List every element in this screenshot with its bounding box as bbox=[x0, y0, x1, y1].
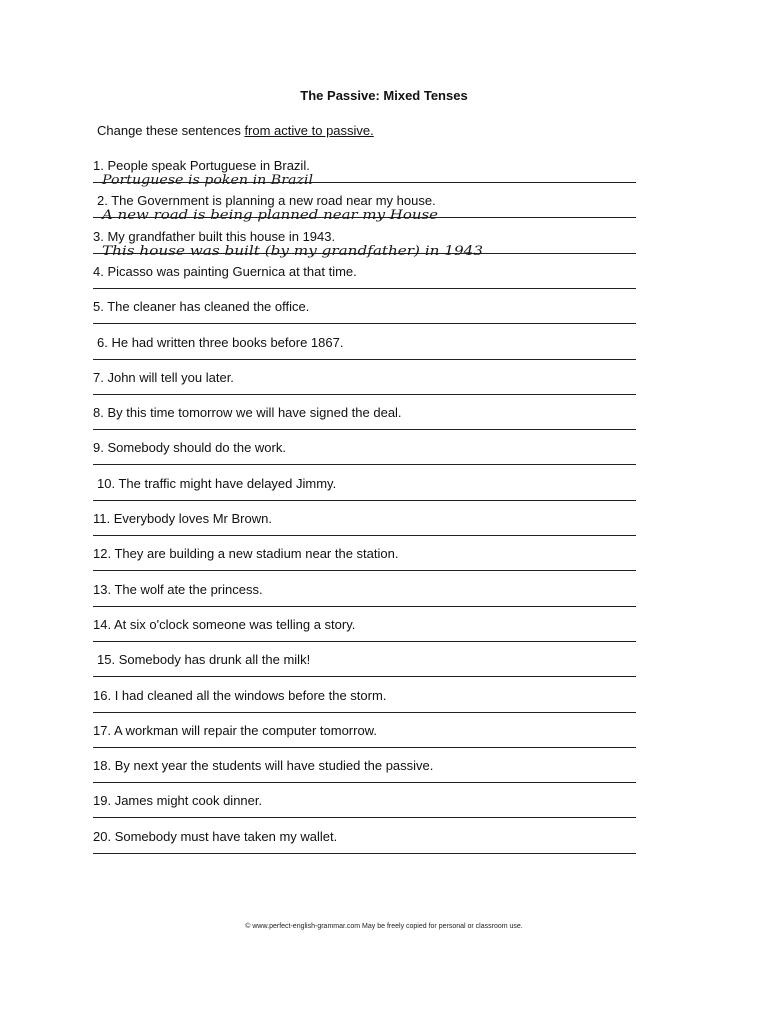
exercise-question bbox=[93, 582, 263, 597]
answer-line[interactable] bbox=[93, 394, 636, 395]
exercise-number: 3. bbox=[93, 228, 104, 244]
answer-line[interactable] bbox=[93, 500, 636, 501]
exercise-item bbox=[93, 723, 636, 758]
exercise-sentence: The wolf ate the princess. bbox=[114, 581, 263, 597]
handwritten-answer-text: This house was built (by my grandfather) in 1943 bbox=[102, 243, 483, 259]
exercise-number: 15. bbox=[97, 652, 116, 668]
exercise-number: 11. bbox=[93, 511, 111, 526]
exercise-sentence: Somebody must have taken my wallet. bbox=[114, 828, 338, 844]
exercise-item bbox=[93, 193, 636, 228]
exercise-number: 5. bbox=[93, 299, 104, 315]
answer-line[interactable] bbox=[93, 359, 636, 360]
exercise-question bbox=[93, 617, 355, 632]
exercise-question bbox=[93, 758, 433, 773]
exercise-sentence: Everybody loves Mr Brown. bbox=[113, 511, 272, 526]
exercise-item bbox=[93, 440, 636, 475]
exercise-number: 12. bbox=[93, 546, 112, 562]
exercise-item bbox=[93, 229, 636, 264]
exercise-question bbox=[93, 546, 398, 561]
exercise-question bbox=[97, 335, 343, 350]
exercise-item bbox=[93, 264, 636, 299]
exercise-number: 1. bbox=[93, 158, 104, 173]
exercise-number: 2. bbox=[97, 193, 108, 209]
answer-line[interactable] bbox=[93, 606, 636, 607]
exercise-number: 19. bbox=[93, 793, 112, 809]
answer-line[interactable] bbox=[93, 570, 636, 571]
exercise-sentence: James might cook dinner. bbox=[114, 793, 263, 809]
exercise-sentence: Picasso was painting Guernica at that time. bbox=[107, 263, 357, 279]
exercise-number: 20. bbox=[93, 828, 112, 844]
exercise-sentence: A workman will repair the computer tomorrow. bbox=[113, 722, 377, 738]
exercise-sentence: He had written three books before 1867. bbox=[111, 334, 344, 350]
exercise-item bbox=[93, 582, 636, 617]
handwritten-answer bbox=[102, 238, 487, 260]
exercise-question bbox=[93, 511, 272, 526]
exercise-number: 18. bbox=[93, 758, 112, 774]
exercise-question bbox=[93, 723, 377, 738]
exercise-number: 10. bbox=[97, 475, 116, 491]
exercise-number: 7. bbox=[93, 369, 104, 385]
exercise-sentence: People speak Portuguese in Brazil. bbox=[107, 158, 310, 173]
handwritten-answer-text: Portuguese is poken in Brazil bbox=[100, 173, 313, 188]
exercise-question bbox=[93, 688, 386, 703]
exercise-sentence: The Government is planning a new road near my house. bbox=[111, 193, 436, 209]
exercise-sentence: Somebody has drunk all the milk! bbox=[118, 652, 311, 668]
answer-line[interactable] bbox=[93, 535, 636, 536]
exercise-item bbox=[93, 405, 636, 440]
exercise-question bbox=[93, 440, 286, 455]
exercise-number: 17. bbox=[93, 722, 112, 738]
exercise-sentence: By next year the students will have studied the passive. bbox=[114, 758, 434, 774]
exercise-item bbox=[93, 511, 636, 546]
exercise-number: 16. bbox=[93, 687, 112, 703]
exercise-question bbox=[93, 370, 234, 385]
answer-line[interactable] bbox=[93, 747, 636, 748]
answer-line[interactable] bbox=[93, 288, 636, 289]
exercise-sentence: By this time tomorrow we will have signed the deal. bbox=[107, 405, 402, 421]
answer-line[interactable] bbox=[93, 641, 636, 642]
exercise-item bbox=[93, 335, 636, 370]
exercise-item bbox=[93, 652, 636, 687]
answer-line[interactable] bbox=[93, 429, 636, 430]
answer-line[interactable] bbox=[93, 712, 636, 713]
answer-line[interactable] bbox=[93, 853, 636, 854]
exercise-sentence: At six o'clock someone was telling a story. bbox=[113, 616, 356, 632]
exercise-number: 13. bbox=[93, 581, 112, 597]
exercise-item bbox=[93, 299, 636, 334]
exercise-item bbox=[93, 370, 636, 405]
exercise-number: 14. bbox=[93, 616, 112, 632]
exercise-item bbox=[93, 829, 636, 864]
exercise-question bbox=[93, 829, 337, 844]
exercise-number: 9. bbox=[93, 440, 104, 456]
instruction-underlined: from active to passive. bbox=[244, 123, 374, 138]
exercise-question bbox=[97, 476, 336, 491]
handwritten-answer-text: A new road is being planned near my House bbox=[100, 208, 439, 224]
instruction bbox=[97, 123, 374, 138]
exercise-item bbox=[93, 793, 636, 828]
exercise-question bbox=[93, 405, 402, 420]
exercise-sentence: John will tell you later. bbox=[107, 369, 234, 385]
exercise-item bbox=[93, 546, 636, 581]
answer-line[interactable] bbox=[93, 464, 636, 465]
exercise-sentence: The cleaner has cleaned the office. bbox=[107, 299, 310, 315]
exercise-question bbox=[97, 652, 310, 667]
handwritten-answer bbox=[102, 202, 442, 224]
answer-line[interactable] bbox=[93, 782, 636, 783]
handwritten-answer bbox=[102, 167, 317, 189]
exercise-item bbox=[93, 476, 636, 511]
exercise-number: 4. bbox=[93, 263, 104, 279]
exercise-number: 6. bbox=[97, 334, 108, 350]
exercise-sentence: The traffic might have delayed Jimmy. bbox=[118, 475, 337, 491]
exercise-question bbox=[93, 264, 357, 279]
exercise-number: 8. bbox=[93, 405, 104, 421]
answer-line[interactable] bbox=[93, 676, 636, 677]
exercise-item bbox=[93, 688, 636, 723]
exercise-question bbox=[93, 793, 262, 808]
exercise-item bbox=[93, 617, 636, 652]
exercise-sentence: Somebody should do the work. bbox=[107, 440, 286, 456]
exercise-sentence: My grandfather built this house in 1943. bbox=[107, 228, 336, 244]
copyright-footer: © www.perfect-english-grammar.com May be freely copied for personal or classroom use. bbox=[245, 923, 523, 930]
exercise-question bbox=[93, 299, 309, 314]
answer-line[interactable] bbox=[93, 817, 636, 818]
exercise-sentence: They are building a new stadium near the station. bbox=[114, 546, 399, 562]
page-title: The Passive: Mixed Tenses bbox=[300, 88, 468, 103]
exercise-item bbox=[93, 158, 636, 193]
answer-line[interactable] bbox=[93, 323, 636, 324]
exercise-sentence: I had cleaned all the windows before the storm. bbox=[114, 687, 387, 703]
exercise-item bbox=[93, 758, 636, 793]
instruction-prefix: Change these sentences bbox=[97, 123, 245, 138]
